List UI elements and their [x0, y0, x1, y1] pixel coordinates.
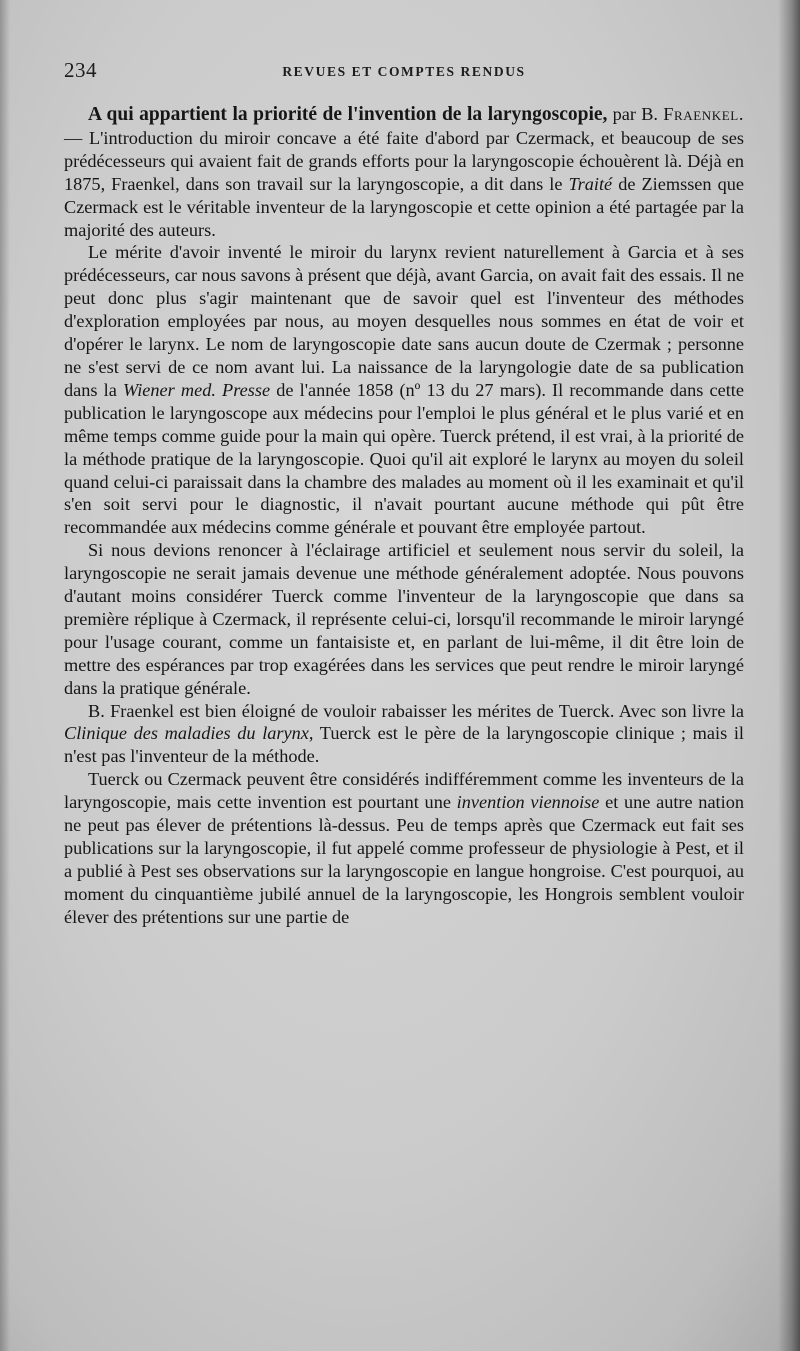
paragraph-5 [64, 768, 744, 928]
byline-prefix: par B. [612, 104, 658, 124]
page-shadow-right [778, 0, 800, 1351]
paragraph-3-text: Si nous devions renoncer à l'éclairage artificiel et seulement nous servir du soleil, la laryngoscopie ne serait jamais devenue une méthode généralement adoptée. Nous pouvons d'autant moins considérer Tuerck comme l'inventeur de la laryngoscopie que dans sa première réplique à Czermack, il représente celui-ci, lorsqu'il recommande le miroir laryngé pour l'usage courant, comme un fantaisiste et, en parlant de lui-même, il dit être loin de mettre des espérances par trop exagérées dans les services que peut rendre le miroir laryngé dans la pratique générale. [64, 540, 744, 698]
page-shadow-left [0, 0, 10, 1351]
paragraph-2 [64, 241, 744, 539]
paragraph-2-text-b: de l'année 1858 (nº 13 du 27 mars). Il recommande dans cette publication le laryngoscope aux médecins pour l'emploi le plus général et le plus varié et en même temps comme guide pour la main qui opère. Tuerck prétend, il est vrai, à la priorité de la méthode pratique de la laryngoscopie. Quoi qu'il ait exploré le larynx au moyen du soleil quand celui-ci paraissait dans la chambre des malades au moment où il les examinait et qu'il s'en soit servi pour le diagnostic, il n'avait pourtant aucune méthode qui pût être recommandée aux médecins comme générale et pouvant être employée partout. [64, 379, 744, 538]
paragraph-4-text-a: B. Fraenkel est bien éloigné de vouloir rabaisser les mérites de Tuerck. Avec son livre la [88, 700, 744, 721]
paragraph-4-italic: Clinique des maladies du larynx [64, 723, 309, 744]
running-head: REVUES ET COMPTES RENDUS [282, 64, 526, 79]
author-name: Fraenkel. [663, 104, 745, 124]
page-header [64, 58, 744, 88]
paragraph-1-text-b: de Ziemssen que Czermack est le véritable inventeur de la laryngoscopie et cette opinion a été partagée par la majorité des auteurs. [64, 173, 744, 240]
paragraph-4 [64, 700, 744, 769]
paragraph-5-italic: invention viennoise [456, 792, 600, 813]
paragraph-1 [64, 103, 744, 241]
paragraph-4-text-b: , Tuerck est le père de la laryngoscopie clinique ; mais il n'est pas l'inventeur de la méthode. [64, 723, 744, 767]
paragraph-1-text-a: L'introduction du miroir concave a été faite d'abord par Czermack, et beaucoup de ses prédécesseurs qui avaient fait de grands efforts pour la laryngoscopie échouèrent là. Déjà en 1875, Fraenkel, dans son travail sur la laryngoscopie, a dit dans le [64, 127, 744, 194]
article-title: A qui appartient la priorité de l'invention de la laryngoscopie, [88, 104, 608, 125]
paragraph-5-text-a: Tuerck ou Czermack peuvent être considérés indifféremment comme les inventeurs de la laryngoscopie, mais cette invention est pourtant une [64, 769, 744, 813]
paragraph-1-italic: Traité [568, 173, 613, 194]
paragraph-3 [64, 539, 744, 699]
byline-dash: — [64, 127, 89, 148]
paragraph-5-text-b: et une autre nation ne peut pas élever de prétentions là-dessus. Peu de temps après que Czermack eut fait ses publications sur la laryngoscopie, il fut appelé comme professeur de physiologie à Pest, et il a publié à Pest ses observations sur la laryngoscopie en langue hongroise. C'est pourquoi, au moment du cinquantième jubilé annuel de la laryngoscopie, les Hongrois semblent vouloir élever des prétentions sur une partie de [64, 792, 744, 927]
article-body [64, 103, 744, 929]
paragraph-2-text-a: Le mérite d'avoir inventé le miroir du larynx revient naturellement à Garcia et à ses prédécesseurs, car nous savons à présent que déjà, avant Garcia, on avait fait des essais. Il ne peut donc plus s'agir maintenant que de savoir quel est l'inventeur des méthodes d'exploration employées par nous, au moyen desquelles nous sommes en état de voir et d'opérer le larynx. Le nom de laryngoscopie date sans aucun doute de Czermak ; personne ne s'est servi de ce nom avant lui. La naissance de la laryngologie date de sa publication dans la [64, 242, 744, 400]
page-number: 234 [64, 58, 97, 82]
paragraph-2-italic: Wiener med. Presse [122, 379, 271, 400]
